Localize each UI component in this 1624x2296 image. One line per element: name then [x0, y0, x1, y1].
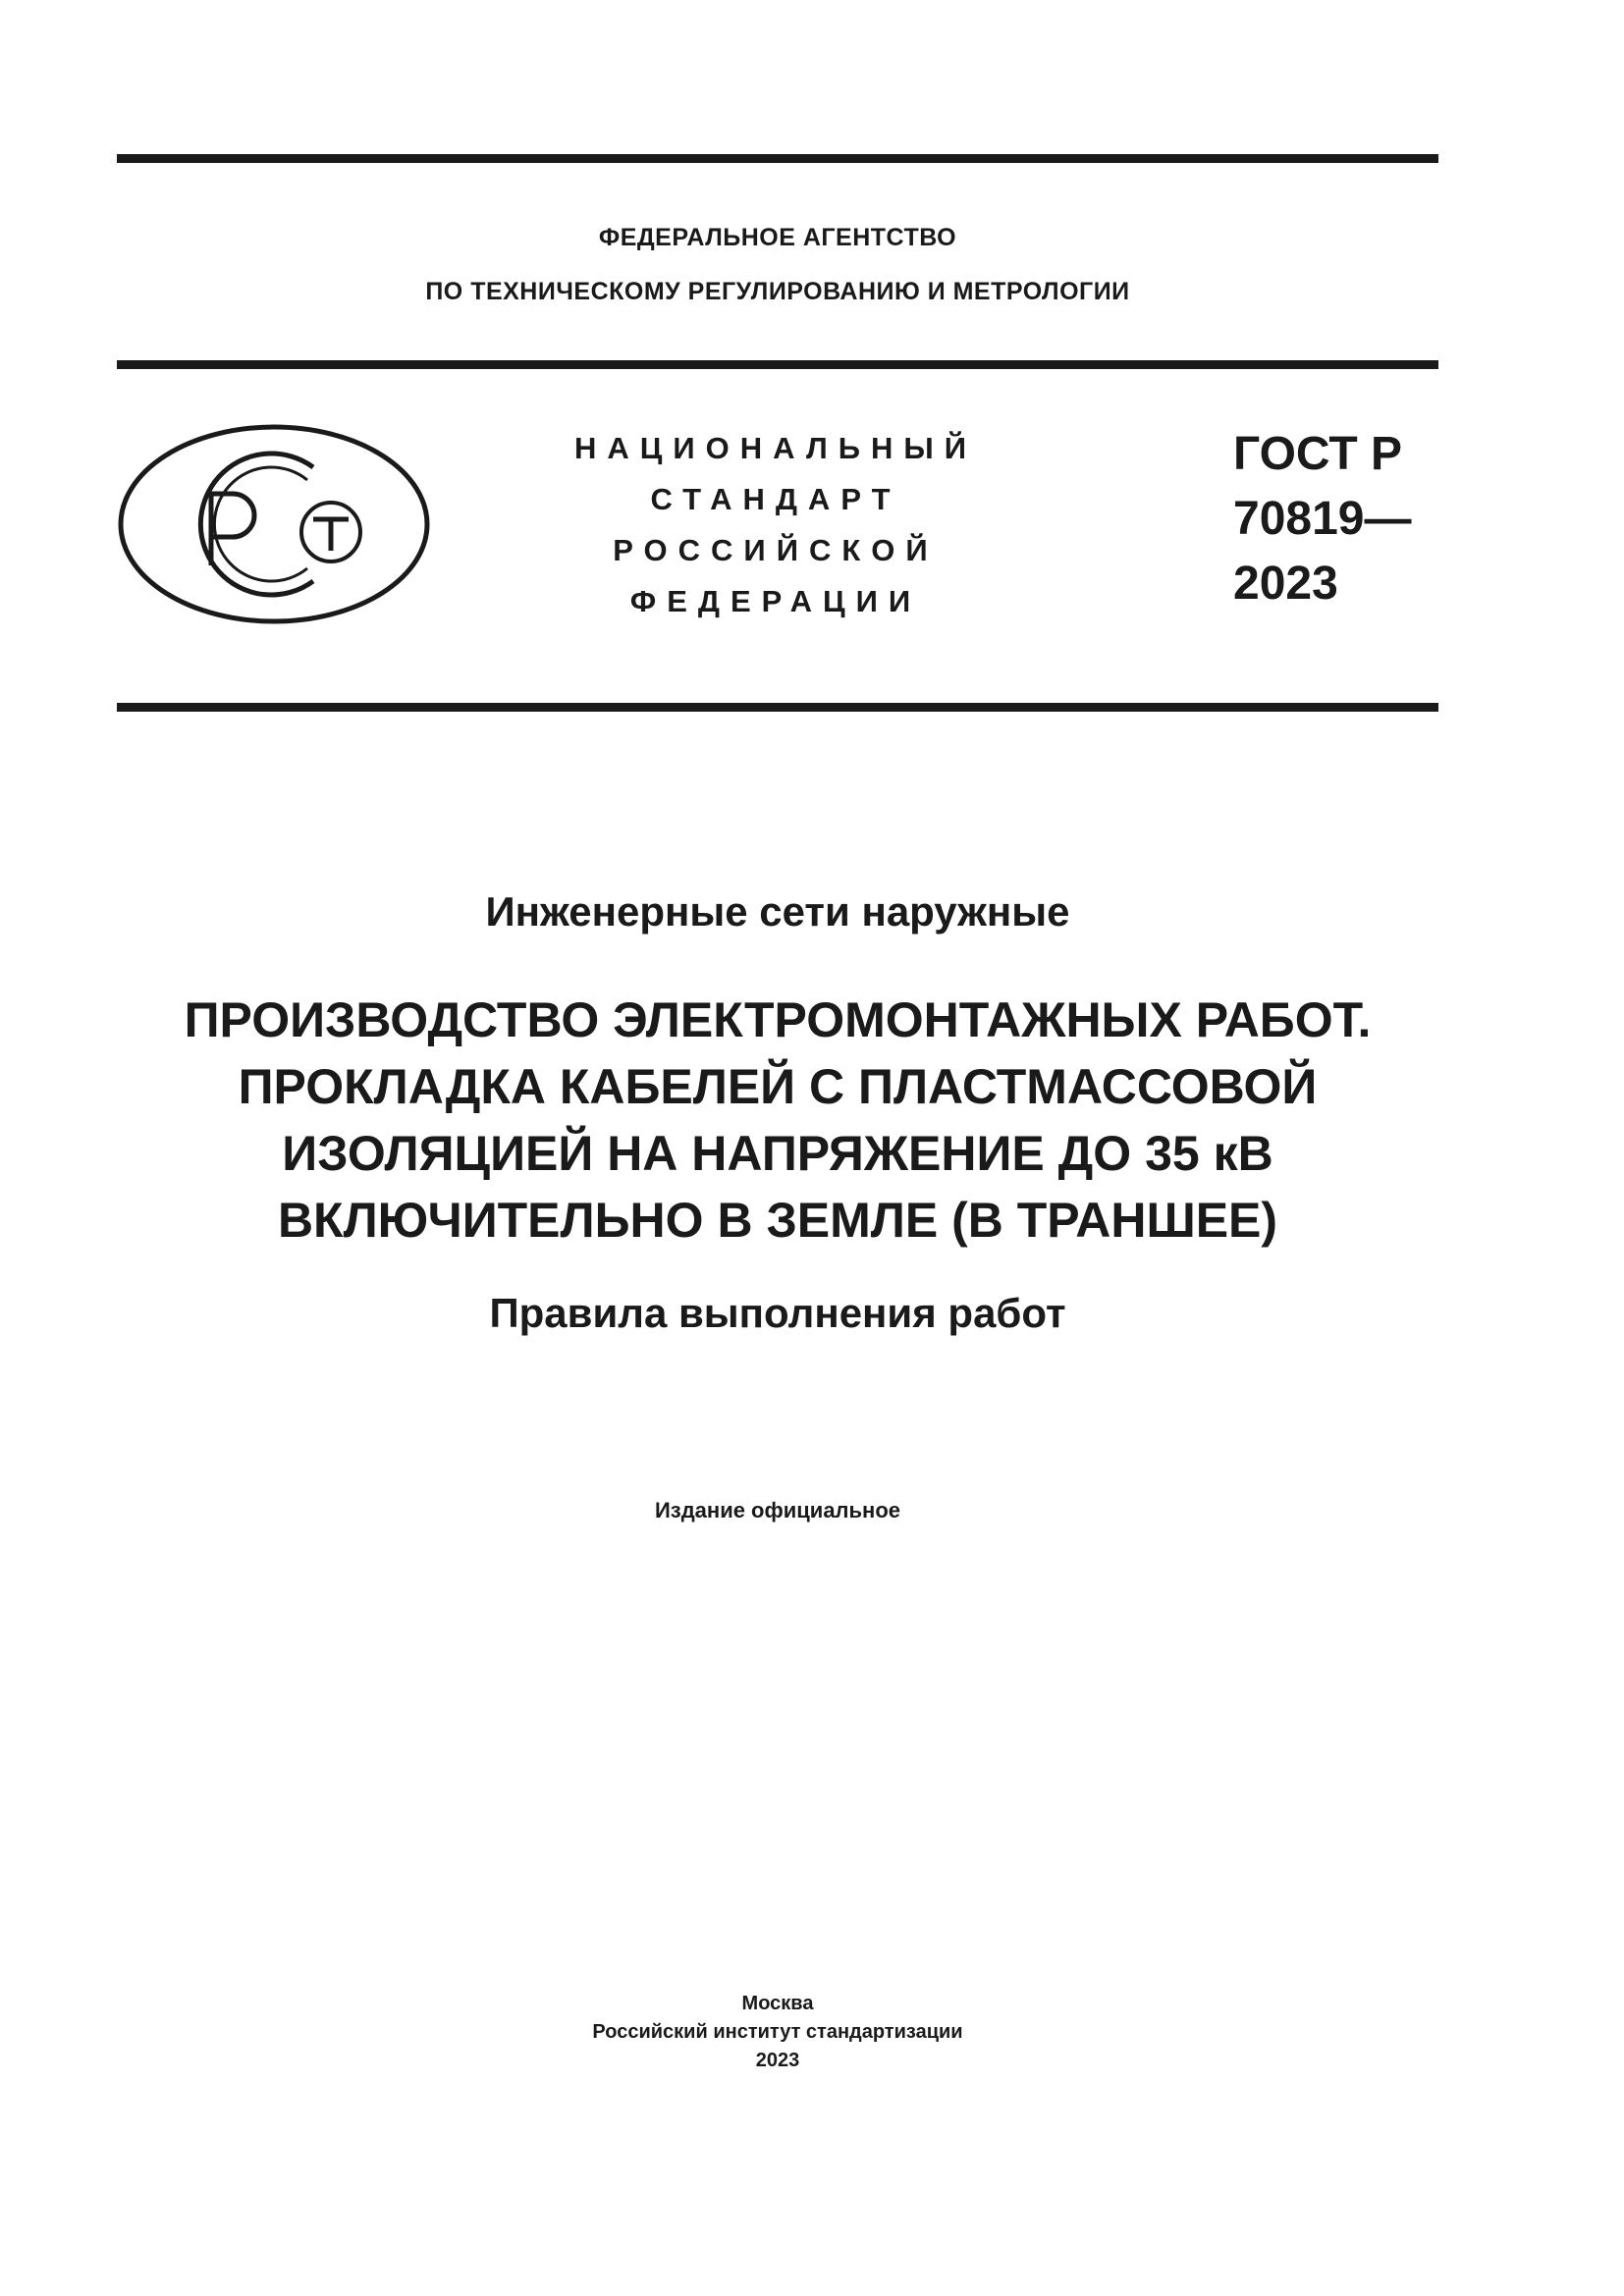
title-category: Инженерные сети наружные	[485, 888, 1070, 934]
rst-emblem-icon	[117, 423, 431, 626]
standard-designation	[1233, 422, 1411, 616]
main-title-line: ПРОИЗВОДСТВО ЭЛЕКТРОМОНТАЖНЫХ РАБОТ.	[184, 992, 1372, 1047]
national-standard-line: НАЦИОНАЛЬНЫЙ	[573, 431, 978, 465]
national-standard-label	[550, 423, 1001, 627]
title-subtitle: Правила выполнения работ	[489, 1290, 1066, 1336]
edition-note: Издание официальное	[654, 1498, 901, 1522]
imprint	[117, 1990, 1438, 2075]
bottom-rule	[117, 703, 1438, 712]
imprint-publisher: Российский институт стандартизации	[592, 2021, 963, 2043]
main-title-line: ВКЛЮЧИТЕЛЬНО В ЗЕМЛЕ (В ТРАНШЕЕ)	[277, 1193, 1278, 1248]
main-title	[117, 987, 1438, 1254]
designation-line: 2023	[1233, 558, 1338, 610]
header-rule	[117, 360, 1438, 369]
agency-name-line-2: ПО ТЕХНИЧЕСКОМУ РЕГУЛИРОВАНИЮ И МЕТРОЛОГИИ	[425, 278, 1130, 305]
imprint-year: 2023	[755, 2050, 800, 2071]
top-rule	[117, 154, 1438, 163]
agency-name-line-1: ФЕДЕРАЛЬНОЕ АГЕНТСТВО	[598, 224, 957, 251]
national-standard-line: СТАНДАРТ	[650, 482, 901, 516]
national-standard-line: ФЕДЕРАЦИИ	[629, 584, 922, 618]
imprint-city: Москва	[741, 1993, 814, 2014]
main-title-line: ИЗОЛЯЦИЕЙ НА НАПРЯЖЕНИЕ ДО 35 кВ	[282, 1126, 1273, 1181]
designation-line: ГОСТ Р	[1233, 428, 1403, 480]
national-standard-line: РОССИЙСКОЙ	[613, 533, 939, 567]
designation-line: 70819—	[1233, 493, 1412, 545]
main-title-line: ПРОКЛАДКА КАБЕЛЕЙ С ПЛАСТМАССОВОЙ	[238, 1059, 1318, 1114]
